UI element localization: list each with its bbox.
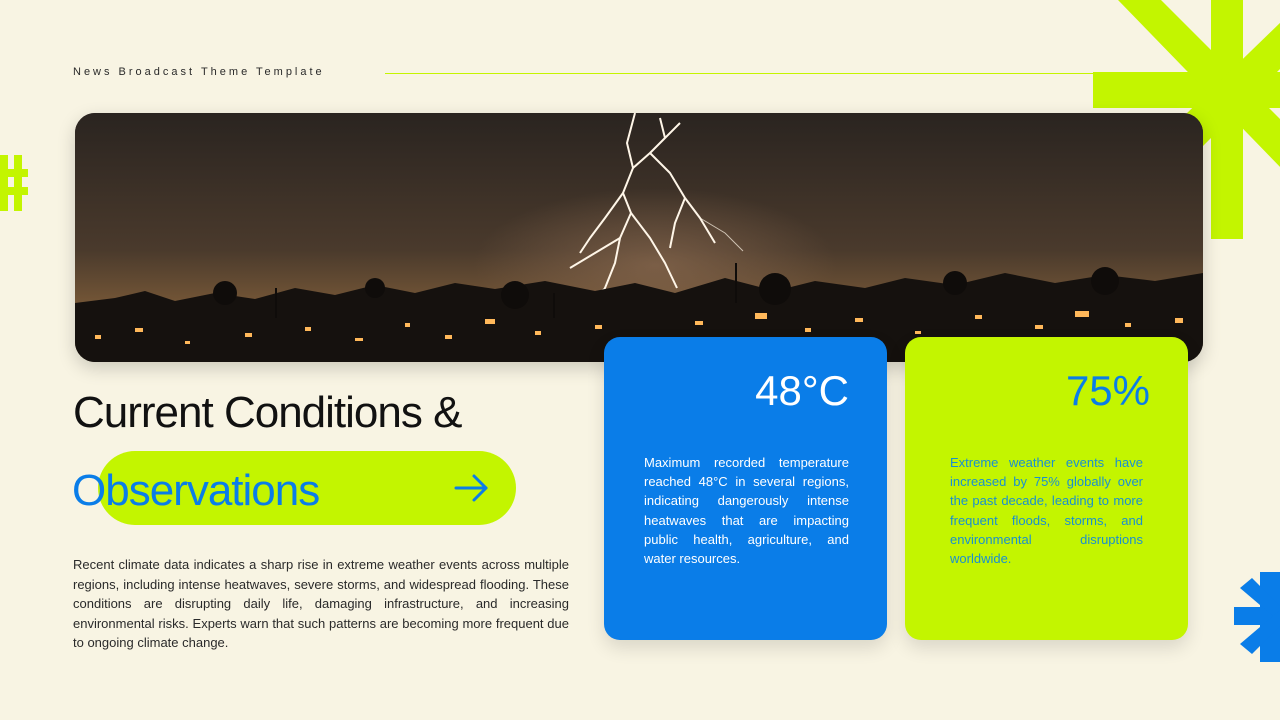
stat-value: 75%	[1065, 367, 1150, 414]
body-paragraph: Recent climate data indicates a sharp rise in extreme weather events across multiple regions, including intense heatwaves, severe storms, and widespread flooding. These conditions are disrupting daily life, damaging infrastructure, and increasing environmental risks. Experts warn that such patterns are becoming more frequent due to ongoing climate change.	[73, 557, 569, 650]
stat-card-temperature	[604, 337, 887, 640]
hero-image	[75, 113, 1203, 362]
header-label: News Broadcast Theme Template	[73, 66, 325, 78]
arrow-right-icon[interactable]	[452, 472, 492, 504]
blue-asterisk-icon	[1234, 572, 1280, 662]
stat-description: Maximum recorded temperature reached 48°C in several regions, indicating dangerously intense heatwaves that are impacting public health, agriculture, and water resources.	[644, 455, 849, 567]
header-divider	[385, 73, 1125, 74]
hashtag-icon	[0, 155, 30, 211]
stat-card-events	[905, 337, 1188, 640]
page-subtitle: Observations	[72, 466, 320, 515]
stat-value: 48°C	[755, 367, 849, 414]
stat-description: Extreme weather events have increased by 75% globally over the past decade, leading to more frequent floods, storms, and environmental disruptions worldwide.	[950, 455, 1143, 567]
page-title: Current Conditions &	[73, 388, 462, 437]
